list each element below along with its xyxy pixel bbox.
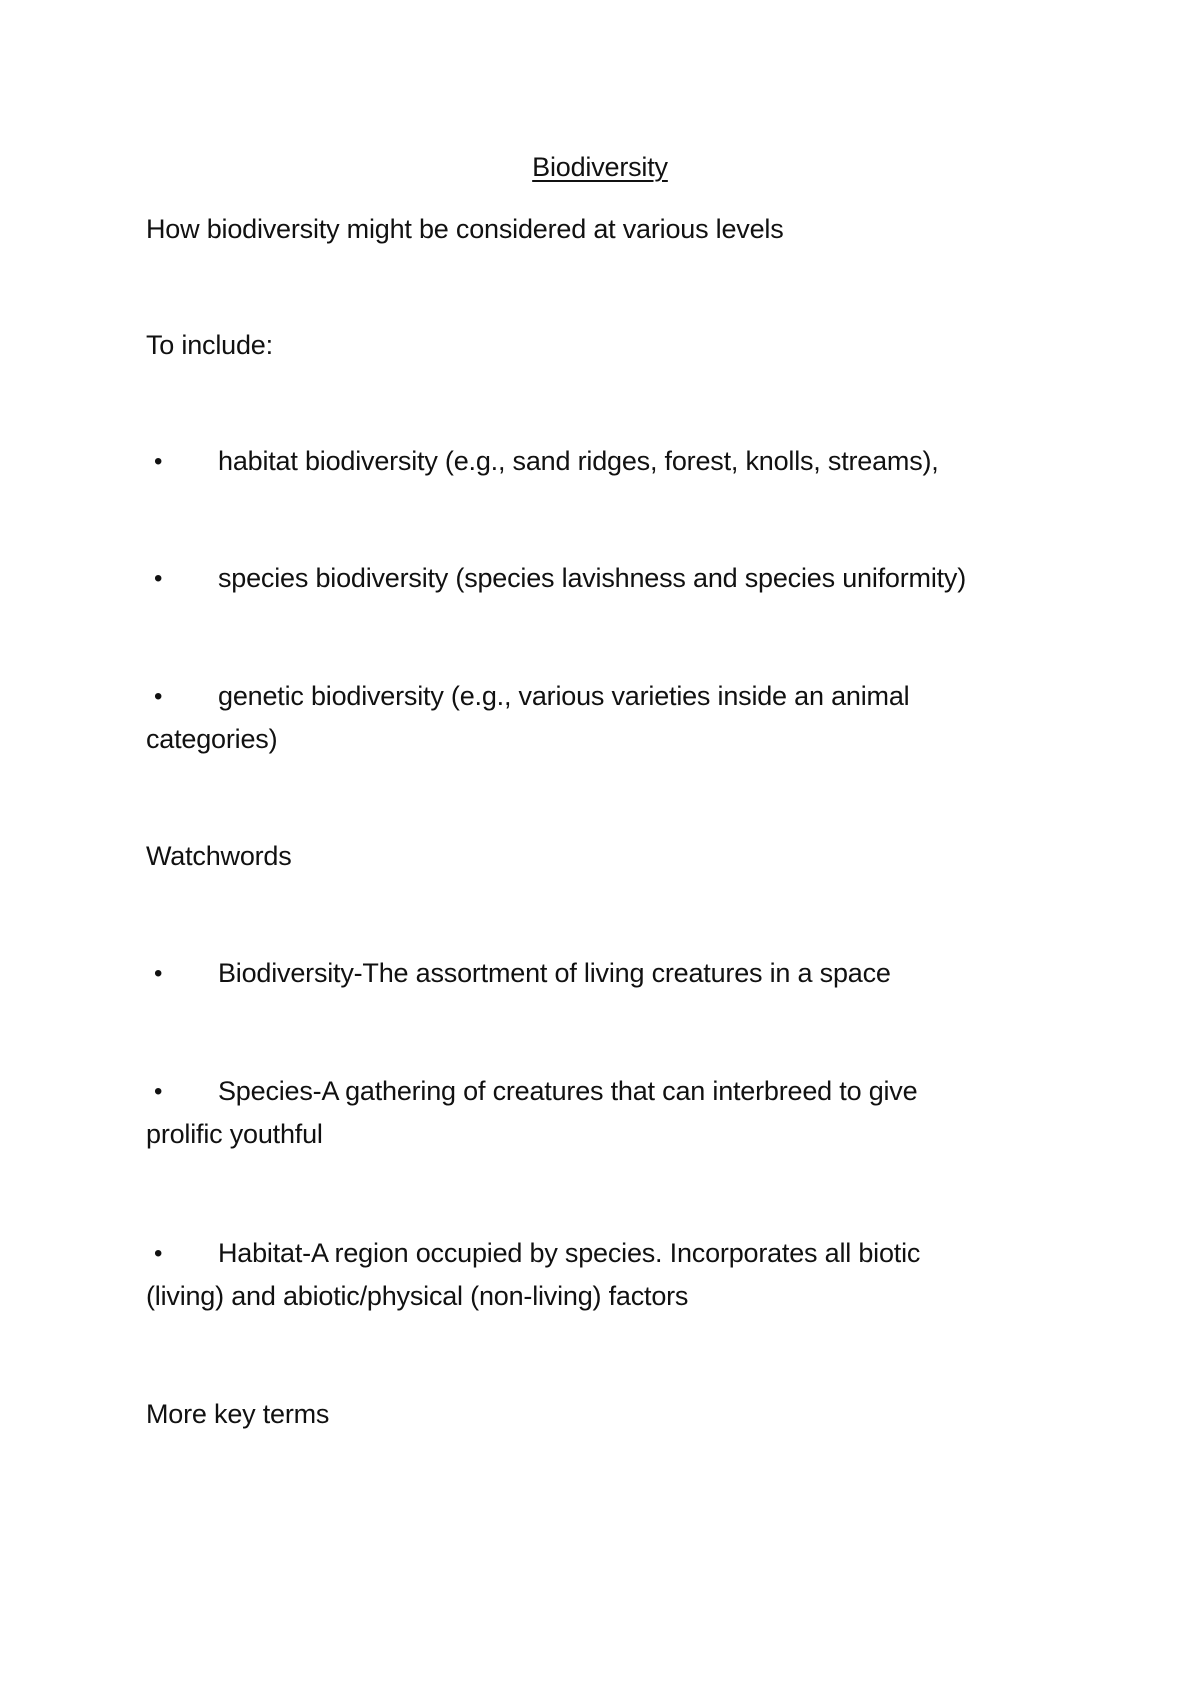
more-key-terms-heading: More key terms (146, 1399, 330, 1429)
list-item (146, 675, 1146, 761)
bullet-icon: • (154, 683, 163, 710)
list-item-text: habitat biodiversity (e.g., sand ridges, forest, knolls, streams), (218, 446, 939, 476)
bullet-icon: • (154, 565, 163, 592)
list-item-continuation: (living) and abiotic/physical (non-living) factors (146, 1281, 689, 1311)
bullet-icon: • (154, 1240, 163, 1267)
list-item (146, 952, 1146, 995)
include-heading: To include: (146, 330, 273, 360)
list-item (146, 557, 1146, 600)
list-item-continuation: prolific youthful (146, 1119, 323, 1149)
list-item (146, 1070, 1146, 1156)
list-item (146, 440, 1146, 483)
watchwords-heading: Watchwords (146, 841, 292, 871)
list-item-text: Species-A gathering of creatures that can interbreed to give (218, 1076, 918, 1106)
bullet-icon: • (154, 1078, 163, 1105)
list-item-continuation: categories) (146, 724, 278, 754)
list-item-text: species biodiversity (species lavishness and species uniformity) (218, 563, 967, 593)
document-title: Biodiversity (532, 152, 668, 182)
list-item (146, 1232, 1146, 1318)
list-item-text: genetic biodiversity (e.g., various varieties inside an animal (218, 681, 910, 711)
list-item-text: Habitat-A region occupied by species. Incorporates all biotic (218, 1238, 921, 1268)
intro-text: How biodiversity might be considered at various levels (146, 214, 784, 244)
bullet-icon: • (154, 448, 163, 475)
bullet-icon: • (154, 960, 163, 987)
list-item-text: Biodiversity-The assortment of living creatures in a space (218, 958, 891, 988)
